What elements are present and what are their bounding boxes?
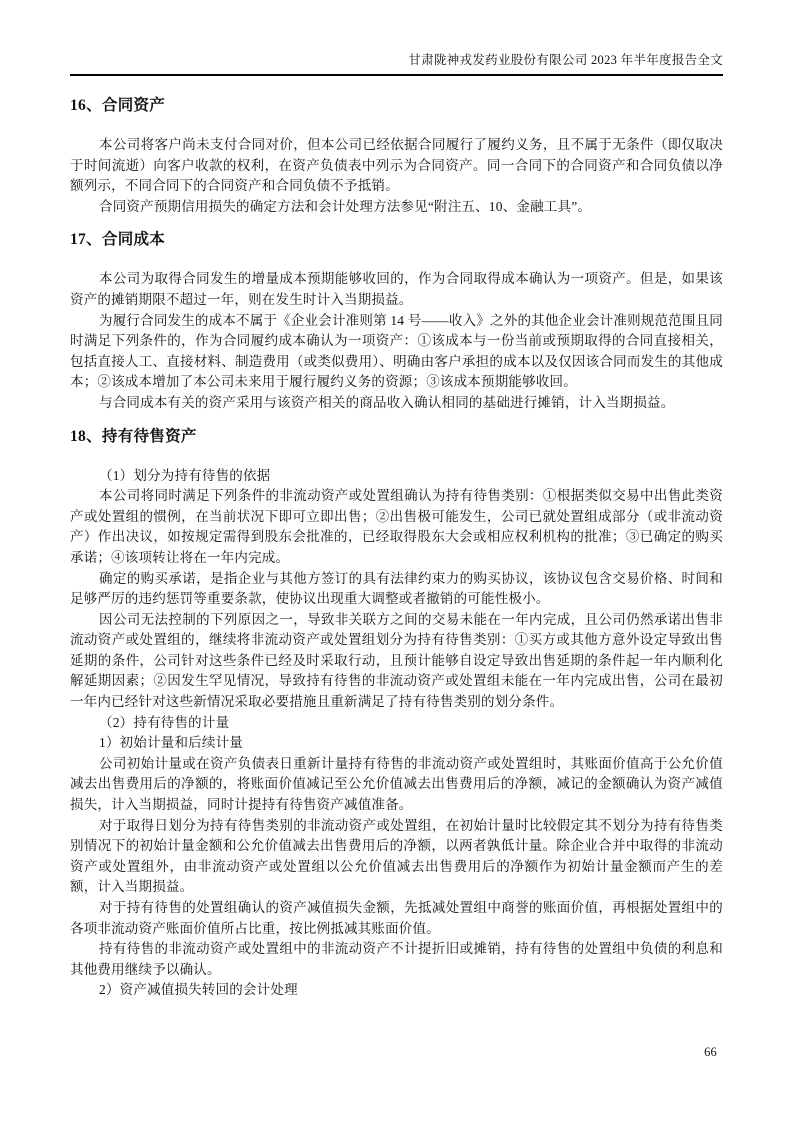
paragraph: 对于持有待售的处置组确认的资产减值损失金额，先抵减处置组中商誉的账面价值，再根据处置组中的各项非流动资产账面价值所占比重，按比例抵减其账面价值。 xyxy=(70,900,723,936)
paragraph: 因公司无法控制的下列原因之一，导致非关联方之间的交易未能在一年内完成，且公司仍然承诺出售非流动资产或处置组的，继续将非流动资产或处置组划分为持有待售类别：①买方或其他方意外设定导致出售延期的条件，公司针对这些条件已经及时采取行动，且预计能够自设定导致出售延期的条件起一年内顺利化解延期因素；②因发生罕见情况，导致持有待售的非流动资产或处置组未能在一年内完成出售，公司在最初一年内已经针对这些新情况采取必要措施且重新满足了持有待售类别的划分条件。 xyxy=(70,611,723,710)
paragraph: 本公司为取得合同发生的增量成本预期能够收回的，作为合同取得成本确认为一项资产。但是，如果该资产的摊销期限不超过一年，则在发生时计入当期损益。 xyxy=(70,271,723,307)
paragraph: 持有待售的非流动资产或处置组中的非流动资产不计提折旧或摊销，持有待售的处置组中负债的利息和其他费用继续予以确认。 xyxy=(70,941,723,977)
list-item-heading: （2）持有待售的计量 xyxy=(99,714,230,730)
paragraph: 为履行合同发生的成本不属于《企业会计准则第 14 号——收入》之外的其他企业会计准则规范范围且同时满足下列条件的，作为合同履约成本确认为一项资产：①该成本与一份当前或预期取得的合同直接相关，包括直接人工、直接材料、制造费用（或类似费用）、明确由客户承担的成本以及仅因该合同而发生的其他成本；②该成本增加了本公司未来用于履行履约义务的资源；③该成本预期能够收回。 xyxy=(70,312,723,390)
list-item-heading: 2）资产减值损失转回的会计处理 xyxy=(99,982,298,998)
list-item-heading: （1）划分为持有待售的依据 xyxy=(99,467,271,483)
paragraph: 确定的购买承诺，是指企业与其他方签订的具有法律约束力的购买协议，该协议包含交易价格、时间和足够严厉的违约惩罚等重要条款，使协议出现重大调整或者撤销的可能性极小。 xyxy=(70,570,723,607)
section-heading-18: 18、持有待售资产 xyxy=(70,427,197,445)
paragraph: 公司初始计量或在资产负债表日重新计量持有待售的非流动资产或处置组时，其账面价值高于公允价值减去出售费用后的净额的，将账面价值减记至公允价值减去出售费用后的净额，减记的金额确认为资产减值损失，计入当期损益，同时计提持有待售资产减值准备。 xyxy=(70,755,723,813)
report-title: 甘肃陇神戎发药业股份有限公司 2023 年半年度报告全文 xyxy=(408,53,723,67)
section-heading-16: 16、合同资产 xyxy=(70,97,166,114)
page-header xyxy=(70,52,723,76)
paragraph: 对于取得日划分为持有待售类别的非流动资产或处置组，在初始计量时比较假定其不划分为持有待售类别情况下的初始计量金额和公允价值减去出售费用后的净额，以两者孰低计量。除企业合并中取得的非流动资产或处置组外，由非流动资产或处置组以公允价值减去出售费用后的净额作为初始计量金额而产生的差额，计入当期损益。 xyxy=(70,817,723,895)
list-item-heading: 1）初始计量和后续计量 xyxy=(99,735,243,751)
section-heading-17: 17、合同成本 xyxy=(70,231,166,249)
page-number: 66 xyxy=(704,1045,717,1059)
paragraph: 合同资产预期信用损失的确定方法和会计处理方法参见“附注五、10、金融工具”。 xyxy=(99,198,592,214)
paragraph: 本公司将同时满足下列条件的非流动资产或处置组确认为持有待售类别：①根据类似交易中出售此类资产或处置组的惯例，在当前状况下即可立即出售；②出售极可能发生，公司已就处置组成部分（或非流动资产）作出决议，如按规定需得到股东会批准的，已经取得股东大会或相应权利机构的批准；③已确定的购买承诺；④该项转让将在一年内完成。 xyxy=(70,488,723,565)
page-content xyxy=(70,90,723,1001)
paragraph: 本公司将客户尚未支付合同对价，但本公司已经依据合同履行了履约义务，且不属于无条件（即仅取决于时间流逝）向客户收款的权利，在资产负债表中列示为合同资产。同一合同下的合同资产和合同负债以净额列示，不同合同下的合同资产和合同负债不予抵销。 xyxy=(70,137,723,194)
paragraph: 与合同成本有关的资产采用与该资产相关的商品收入确认相同的基础进行摊销，计入当期损益。 xyxy=(99,394,675,410)
